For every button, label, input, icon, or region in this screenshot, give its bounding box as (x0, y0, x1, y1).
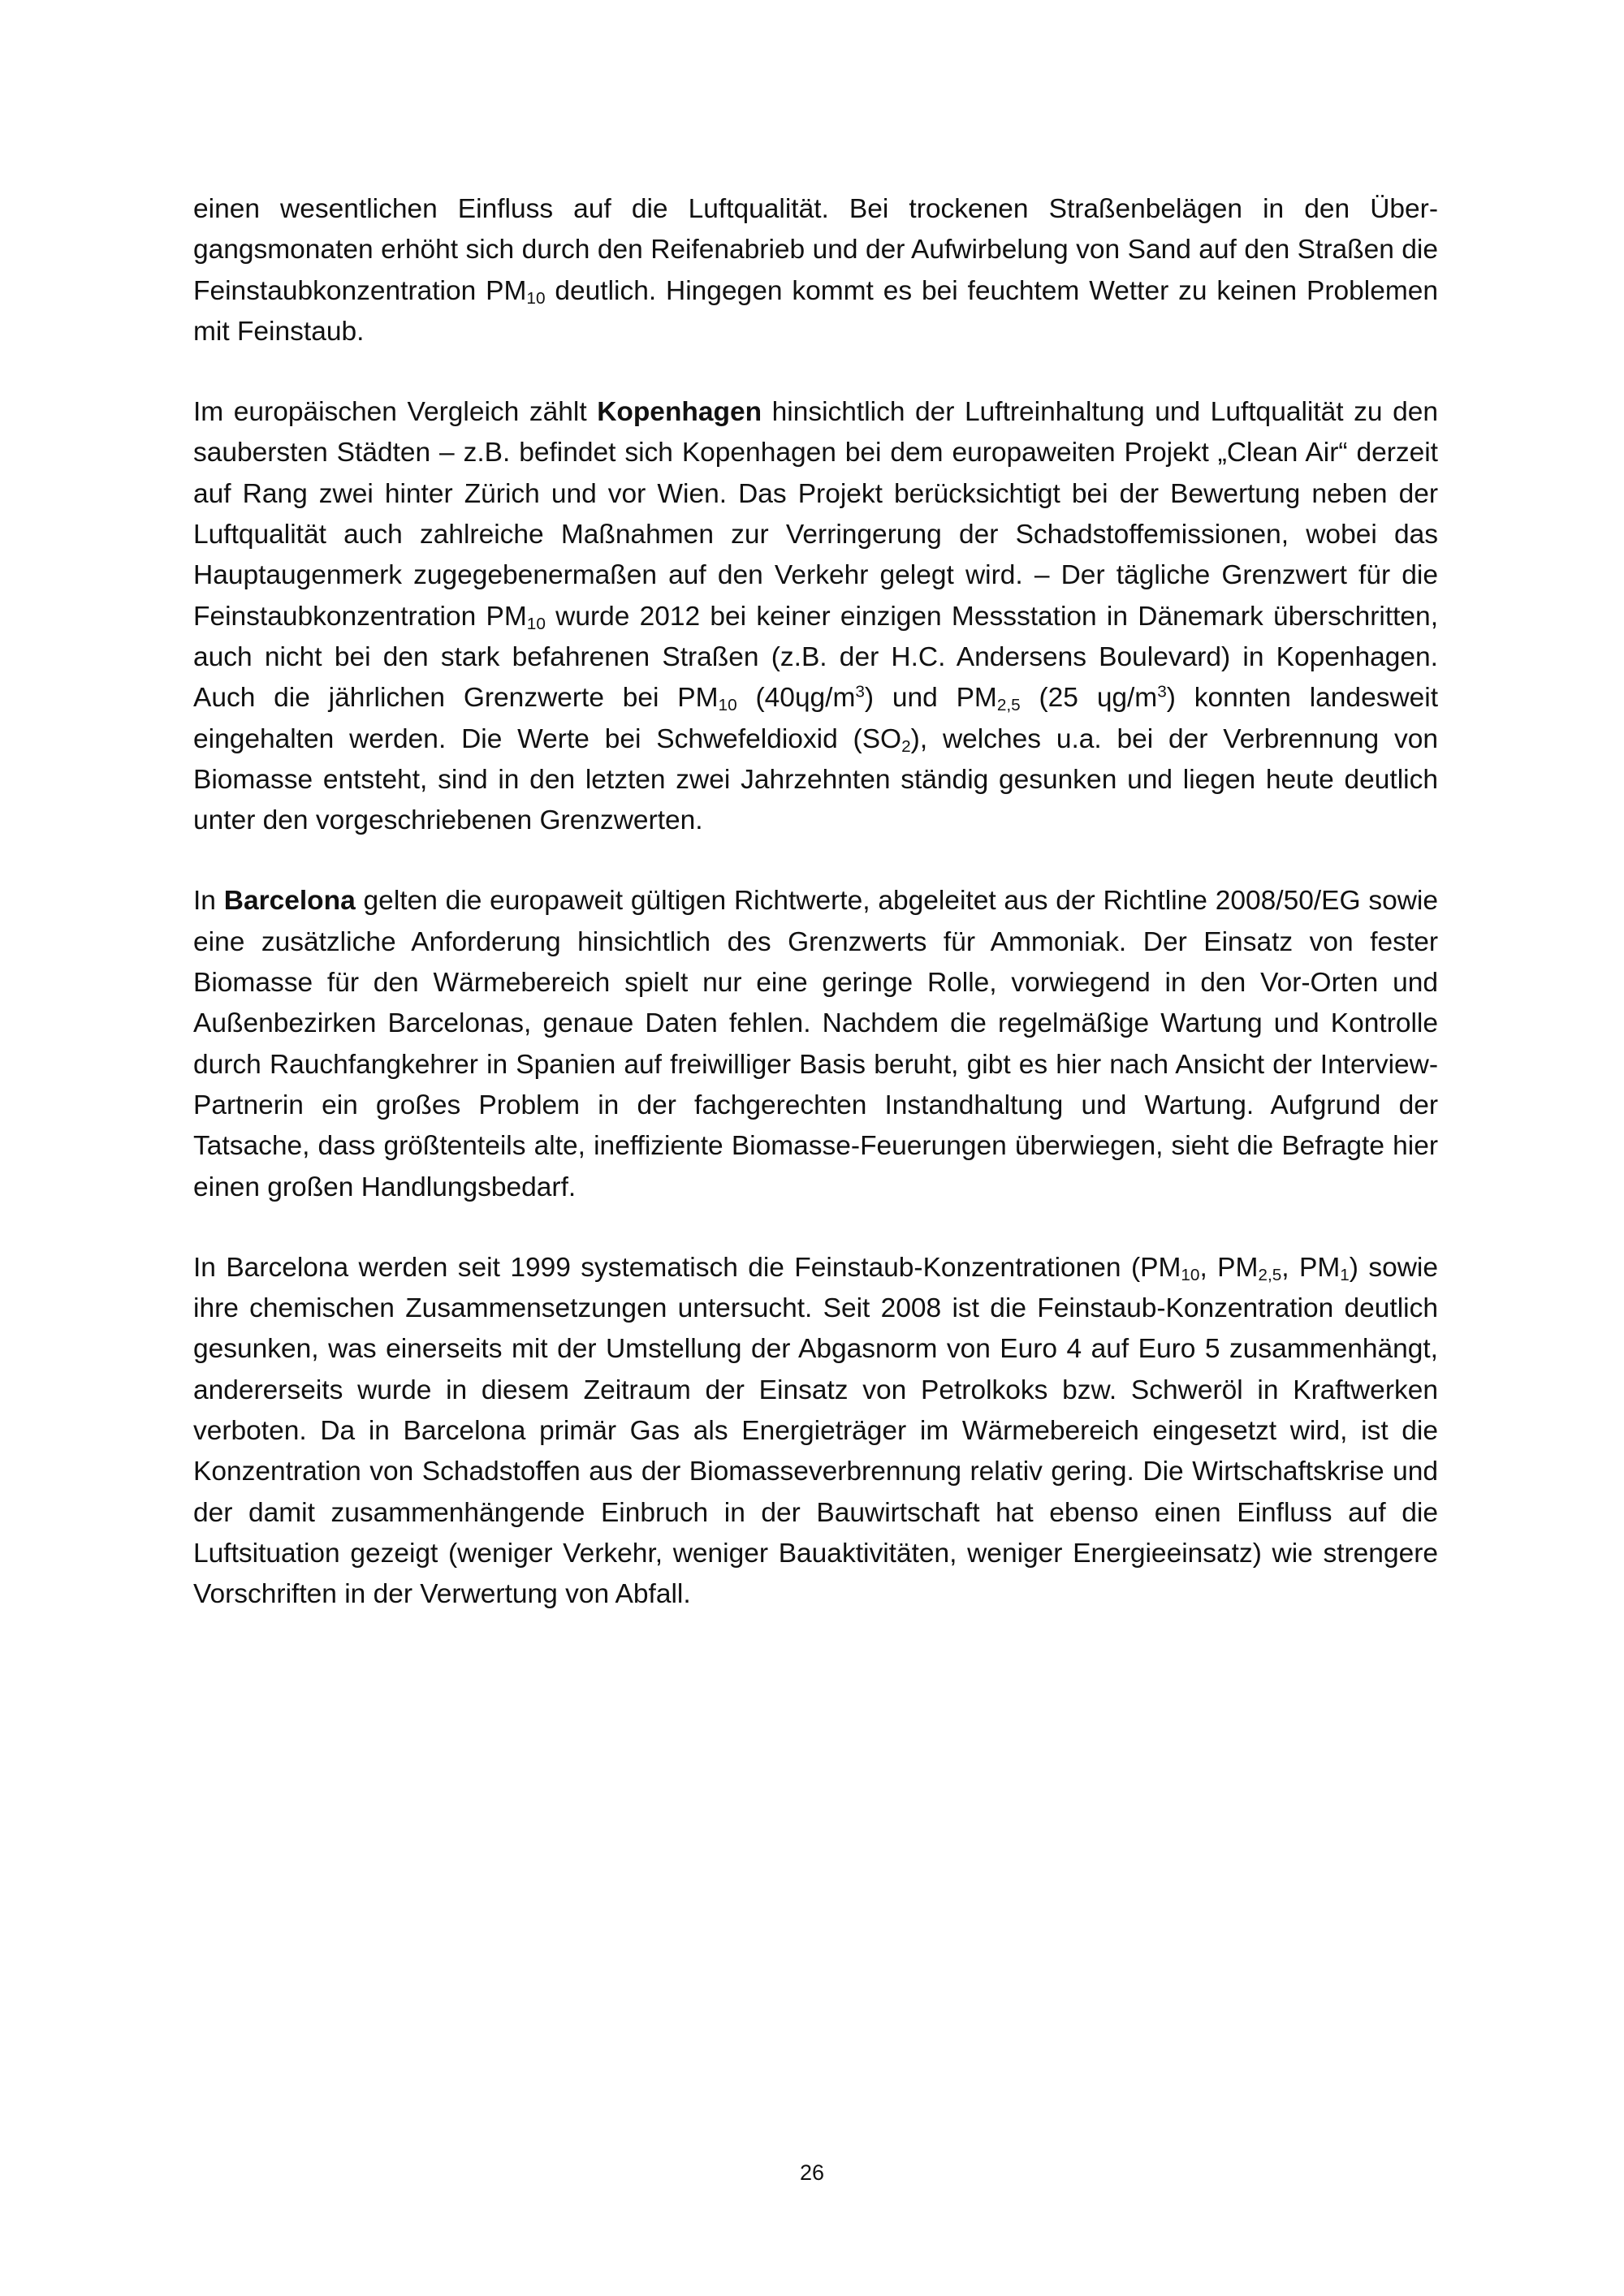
text-run: ), welches u.a. bei der Verbrennung von Biomasse entsteht, sind in den letzten zwei Jahrzehnten ständig gesunken und liegen heute deutlich unter den vorgeschriebenen Grenzwerten. (193, 723, 1438, 836)
text-run: hinsichtlich der Luftreinhaltung und Luftqualität zu den saubersten Städten – z.B. befindet sich Kopenhagen bei dem europaweiten Projekt „Clean Air“ derzeit auf Rang zwei hinter Zürich und vor Wien. Das Projekt berücksichtigt bei der Bewertung neben der Luftqualität auch zahlreiche Maßnahmen zur Verringerung der Schadstoffemissionen, wobei das Hauptaugenmerk zugegebenermaßen auf den Verkehr gelegt wird. – Der tägliche Grenzwert für die Feinstaubkonzentration PM (193, 397, 1438, 632)
subscript: 2 (901, 736, 911, 756)
text-run: (25 ɥg/m (1020, 683, 1158, 714)
body-text (193, 189, 1438, 1655)
text-run: ) konnten landesweit eingehalten werden. Die Werte bei Schwefeldioxid (SO (193, 683, 1439, 754)
text-run: deutlich. Hingegen kommt es bei feuchtem Wetter zu keinen Problemen mit Feinstaub. (193, 275, 1438, 347)
subscript: 2,5 (996, 696, 1021, 715)
subscript: 1 (1340, 1266, 1350, 1285)
text-run: wurde 2012 bei keiner einzigen Messstation in Dänemark überschritten, auch nicht bei den stark befahrenen Straßen (z.B. der H.C. Andersens Boulevard) in Kopenhagen. Auch die jährlichen Grenzwerte bei PM (193, 601, 1438, 714)
subscript: 10 (1181, 1266, 1200, 1285)
superscript: 3 (1157, 682, 1167, 701)
subscript: 10 (718, 696, 737, 715)
text-run: ) sowie ihre chemischen Zusammensetzungen untersucht. Seit 2008 ist die Feinstaub-Konzentration deutlich gesunken, was einerseits mit der Umstellung der Abgasnorm von Euro 4 auf Euro 5 zusammenhängt, andererseits wurde in diesem Zeitraum der Einsatz von Petrolkoks bzw. Schweröl in Kraftwerken verboten. Da in Barcelona primär Gas als Energieträger im Wärmebereich eingesetzt wird, ist die Konzentration von Schadstoffen aus der Biomasseverbrennung relativ gering. Die Wirtschaftskrise und der damit zusammenhängende Einbruch in der Bauwirtschaft hat ebenso einen Einfluss auf die Luftsituation gezeigt (weniger Verkehr, weniger Bauaktivitäten, weniger Energieeinsatz) wie strengere Vorschriften in der Verwertung von Abfall. (193, 1252, 1438, 1610)
subscript: 10 (526, 614, 546, 633)
text-run: Im europäischen Vergleich zählt (193, 397, 598, 428)
subscript: 2,5 (1258, 1266, 1282, 1285)
text-run: , PM (1199, 1252, 1259, 1283)
paragraph-barcelona-feinstaub (193, 1248, 1438, 1616)
bold-city-kopenhagen: Kopenhagen (597, 397, 762, 428)
subscript: 10 (526, 288, 546, 308)
text-run: gelten die europaweit gültigen Richtwerte, abgeleitet aus der Richtline 2008/50/EG sowie eine zusätzliche Anforderung hinsichtlich des Grenzwerts für Ammoniak. Der Einsatz von fester Biomasse für den Wärmebereich spielt nur eine geringe Rolle, vorwiegend in den Vor-Orten und Außenbezirken Barcelonas, genaue Daten fehlen. Nachdem die regelmäßige Wartung und Kontrolle durch Rauchfangkehrer in Spanien auf freiwilliger Basis beruht, gibt es hier nach Ansicht der Interview-Partnerin ein großes Problem in der fachgerechten Instandhaltung und Wartung. Aufgrund der Tatsache, dass größtenteils alte, ineffiziente Biomasse-Feuerungen überwiegen, sieht die Befragte hier einen großen Handlungsbedarf. (193, 886, 1439, 1202)
page-number: 26 (799, 2160, 825, 2185)
text-run: einen wesentlichen Einfluss auf die Luftqualität. Bei trockenen Straßenbelägen in den Übergangsmonaten erhöht sich durch den Reifenabrieb und der Aufwirbelung von Sand auf den Straßen die Feinstaubkonzentration PM (193, 194, 1438, 306)
superscript: 3 (855, 682, 865, 701)
text-run: , PM (1281, 1252, 1341, 1283)
bold-city-barcelona: Barcelona (223, 886, 356, 917)
paragraph-kopenhagen (193, 392, 1438, 841)
text-run: In (193, 886, 224, 917)
text-run: In Barcelona werden seit 1999 systematisch die Feinstaub-Konzentrationen (PM (193, 1252, 1181, 1283)
text-run: (40ɥg/m (736, 683, 856, 714)
paragraph-barcelona-richtwerte (193, 881, 1438, 1207)
text-run: ) und PM (864, 683, 997, 714)
paragraph-luftqualitaet (193, 189, 1438, 352)
